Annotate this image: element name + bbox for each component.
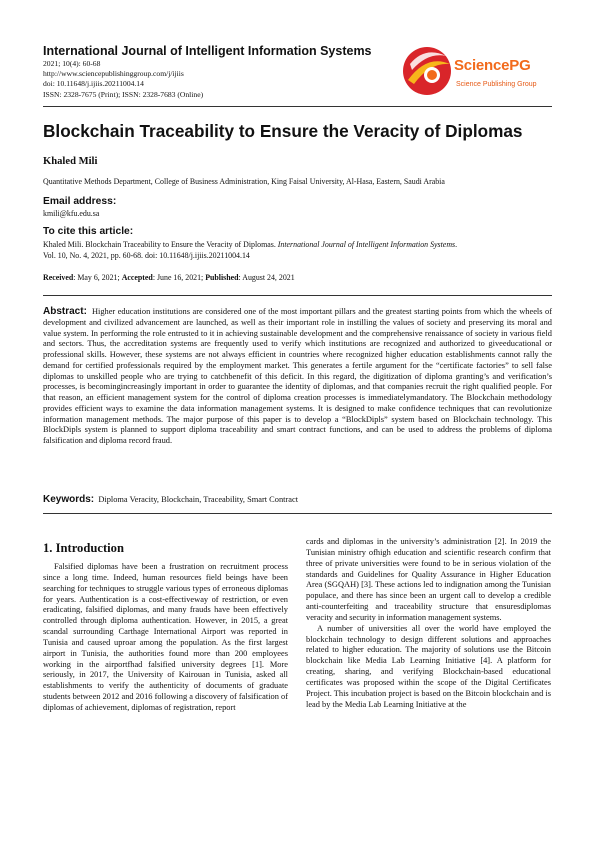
- section-title: 1. Introduction: [43, 541, 124, 555]
- received-date: : May 6, 2021;: [73, 273, 122, 282]
- received-label: Received: [43, 273, 74, 282]
- article-dates: [43, 272, 295, 283]
- abstract-label: Abstract:: [43, 306, 87, 317]
- abstract-bottom-divider: [43, 513, 552, 514]
- journal-issn: ISSN: 2328-7675 (Print); ISSN: 2328-7683 (Online): [43, 89, 204, 99]
- journal-url[interactable]: http://www.sciencepublishinggroup.com/j/ijiis: [43, 69, 184, 79]
- published-date: : August 24, 2021: [238, 273, 295, 282]
- citation-heading: To cite this article:: [43, 226, 134, 237]
- citation-text: [43, 239, 457, 261]
- journal-issue: 2021; 10(4): 60-68: [43, 59, 101, 68]
- email-value[interactable]: kmili@kfu.edu.sa: [43, 209, 100, 218]
- author-name: Khaled Mili: [43, 156, 98, 167]
- header-divider: [43, 106, 552, 107]
- journal-meta: [43, 59, 203, 100]
- abstract: [43, 307, 552, 447]
- published-label: Published: [205, 273, 239, 282]
- intro-paragraph-2: A number of universities all over the world have employed the blockchain technology to design different solutions and approaches related to higher education. The majority of solutions use the Bitcoin blockchain like Media Lab Learning Initiative [4]. A platform for creating, sharing, and verifying Blockchain-based educational certificates was proposed within the scope of the Digital Certificates Project. This incubation project is based on the Bitcoin blockchain and is lead by the Media Lab Learning Initiative at the: [306, 623, 551, 709]
- email-heading: Email address:: [43, 196, 117, 207]
- citation-volume: Vol. 10, No. 4, 2021, pp. 60-68. doi: 10.11648/j.ijiis.20211004.14: [43, 251, 250, 260]
- journal-doi: doi: 10.11648/j.ijiis.20211004.14: [43, 79, 144, 89]
- abstract-text: Higher education institutions are considered one of the most important pillars and the greatest starting points from which the wheels of development and civilized advancement are launched, as well as their important role in instilling the values of society and preserving its moral and value system. In performing the role entrusted to it in achieving sustainable development and the comprehensive renaissance of society in various field and sectors. Thus, the accreditation systems are frequently used to verify which institutions are recognized and authorized to giveeducational or professional skills. However, these systems are not always efficient in countries where recognized higher education establishments cannot rally the demand for certified professionals required by the employment market. This generates a fertile argument for the “certificate factories” to sell false diplomas to unskilled people who are trying to catchbenefit of this deficit. In this regard, the digitization of diploma granting’s and verification’s processes, is becomingincreasingly important in order to guarantee the identity of diplomas, and that companies recruit the right qualified people. For that reason, an efficient management system for the control of diploma creation processes is immediatelymandatory. The Blockchain methodology provides efficient ways to examine the data information management systems. It is designed to make confidence techniques that can revolutionize information management methods. The major purpose of this paper is to develop a “BlockDipls” system based on Blockchain technology. This BlockDipls system is planned to support diploma traceability and smart contract functions, and can be used to address the problems of diploma falsification and diploma record fraud.: [43, 307, 552, 445]
- right-column: [306, 537, 551, 711]
- citation-period: .: [455, 240, 458, 249]
- keywords-label: Keywords:: [43, 494, 95, 505]
- keywords: [43, 494, 298, 505]
- citation-authors-title: Khaled Mili. Blockchain Traceability to Ensure the Veracity of Diplomas.: [43, 240, 278, 249]
- logo-subtitle: Science Publishing Group: [456, 81, 537, 88]
- intro-paragraph-1-continued: cards and diplomas in the university’s administration [2]. In 2019 the Tunisian ministry ofhigh education and scientific research confirm that three of private universities were found to be in serious violation of the standards and Guidelines for Quality Assurance in Higher Education Area (SGQAH) [3]. These actions led to indignation among the Tunisian populace, and there has since been an urgent call to develop a credible anti-counterfeiting and traceability structure that ensuresdiplomas veracity and security in information management systems.: [306, 537, 551, 622]
- accepted-date: : June 16, 2021;: [152, 273, 206, 282]
- affiliation: Quantitative Methods Department, College of Business Administration, King Faisal University, Al-Hasa, Eastern, Saudi Arabia: [43, 177, 445, 186]
- accepted-label: Accepted: [121, 273, 153, 282]
- left-column: [43, 562, 288, 714]
- citation-journal: International Journal of Intelligent Information Systems: [277, 240, 456, 249]
- abstract-top-divider: [43, 295, 552, 296]
- keywords-text: Diploma Veracity, Blockchain, Traceability, Smart Contract: [98, 495, 299, 504]
- journal-name: International Journal of Intelligent Information Systems: [43, 44, 372, 58]
- intro-paragraph-1: Falsified diplomas have been a frustration on recruitment process since a long time. Indeed, human resources field beings have been searching for techniques to struggle various types of erroneous diplomas for years. Authentication is a cost-effectiveway of restriction, or even eradicating, falsified diplomas, and many frauds have been effectively controlled through diploma authentication. However, in 2015, a great scandal surrounding Carthage International Airport was reported in Tunisia and caused uproar among the population. As the first largest airport in Tunisia, the authorities found more than 200 employees working in the airportfhad falsified university degrees [1]. More seriously, in 2017, the University of Kairouan in Tunisia, asked all establishments to verify the authenticity of documents of graduate students between 2012 and 2016 following a discovery of falsification of diplomas of achievement, diplomas of registration, report: [43, 562, 288, 712]
- logo-wordmark: SciencePG: [454, 57, 531, 74]
- paper-title: Blockchain Traceability to Ensure the Veracity of Diplomas: [43, 121, 523, 141]
